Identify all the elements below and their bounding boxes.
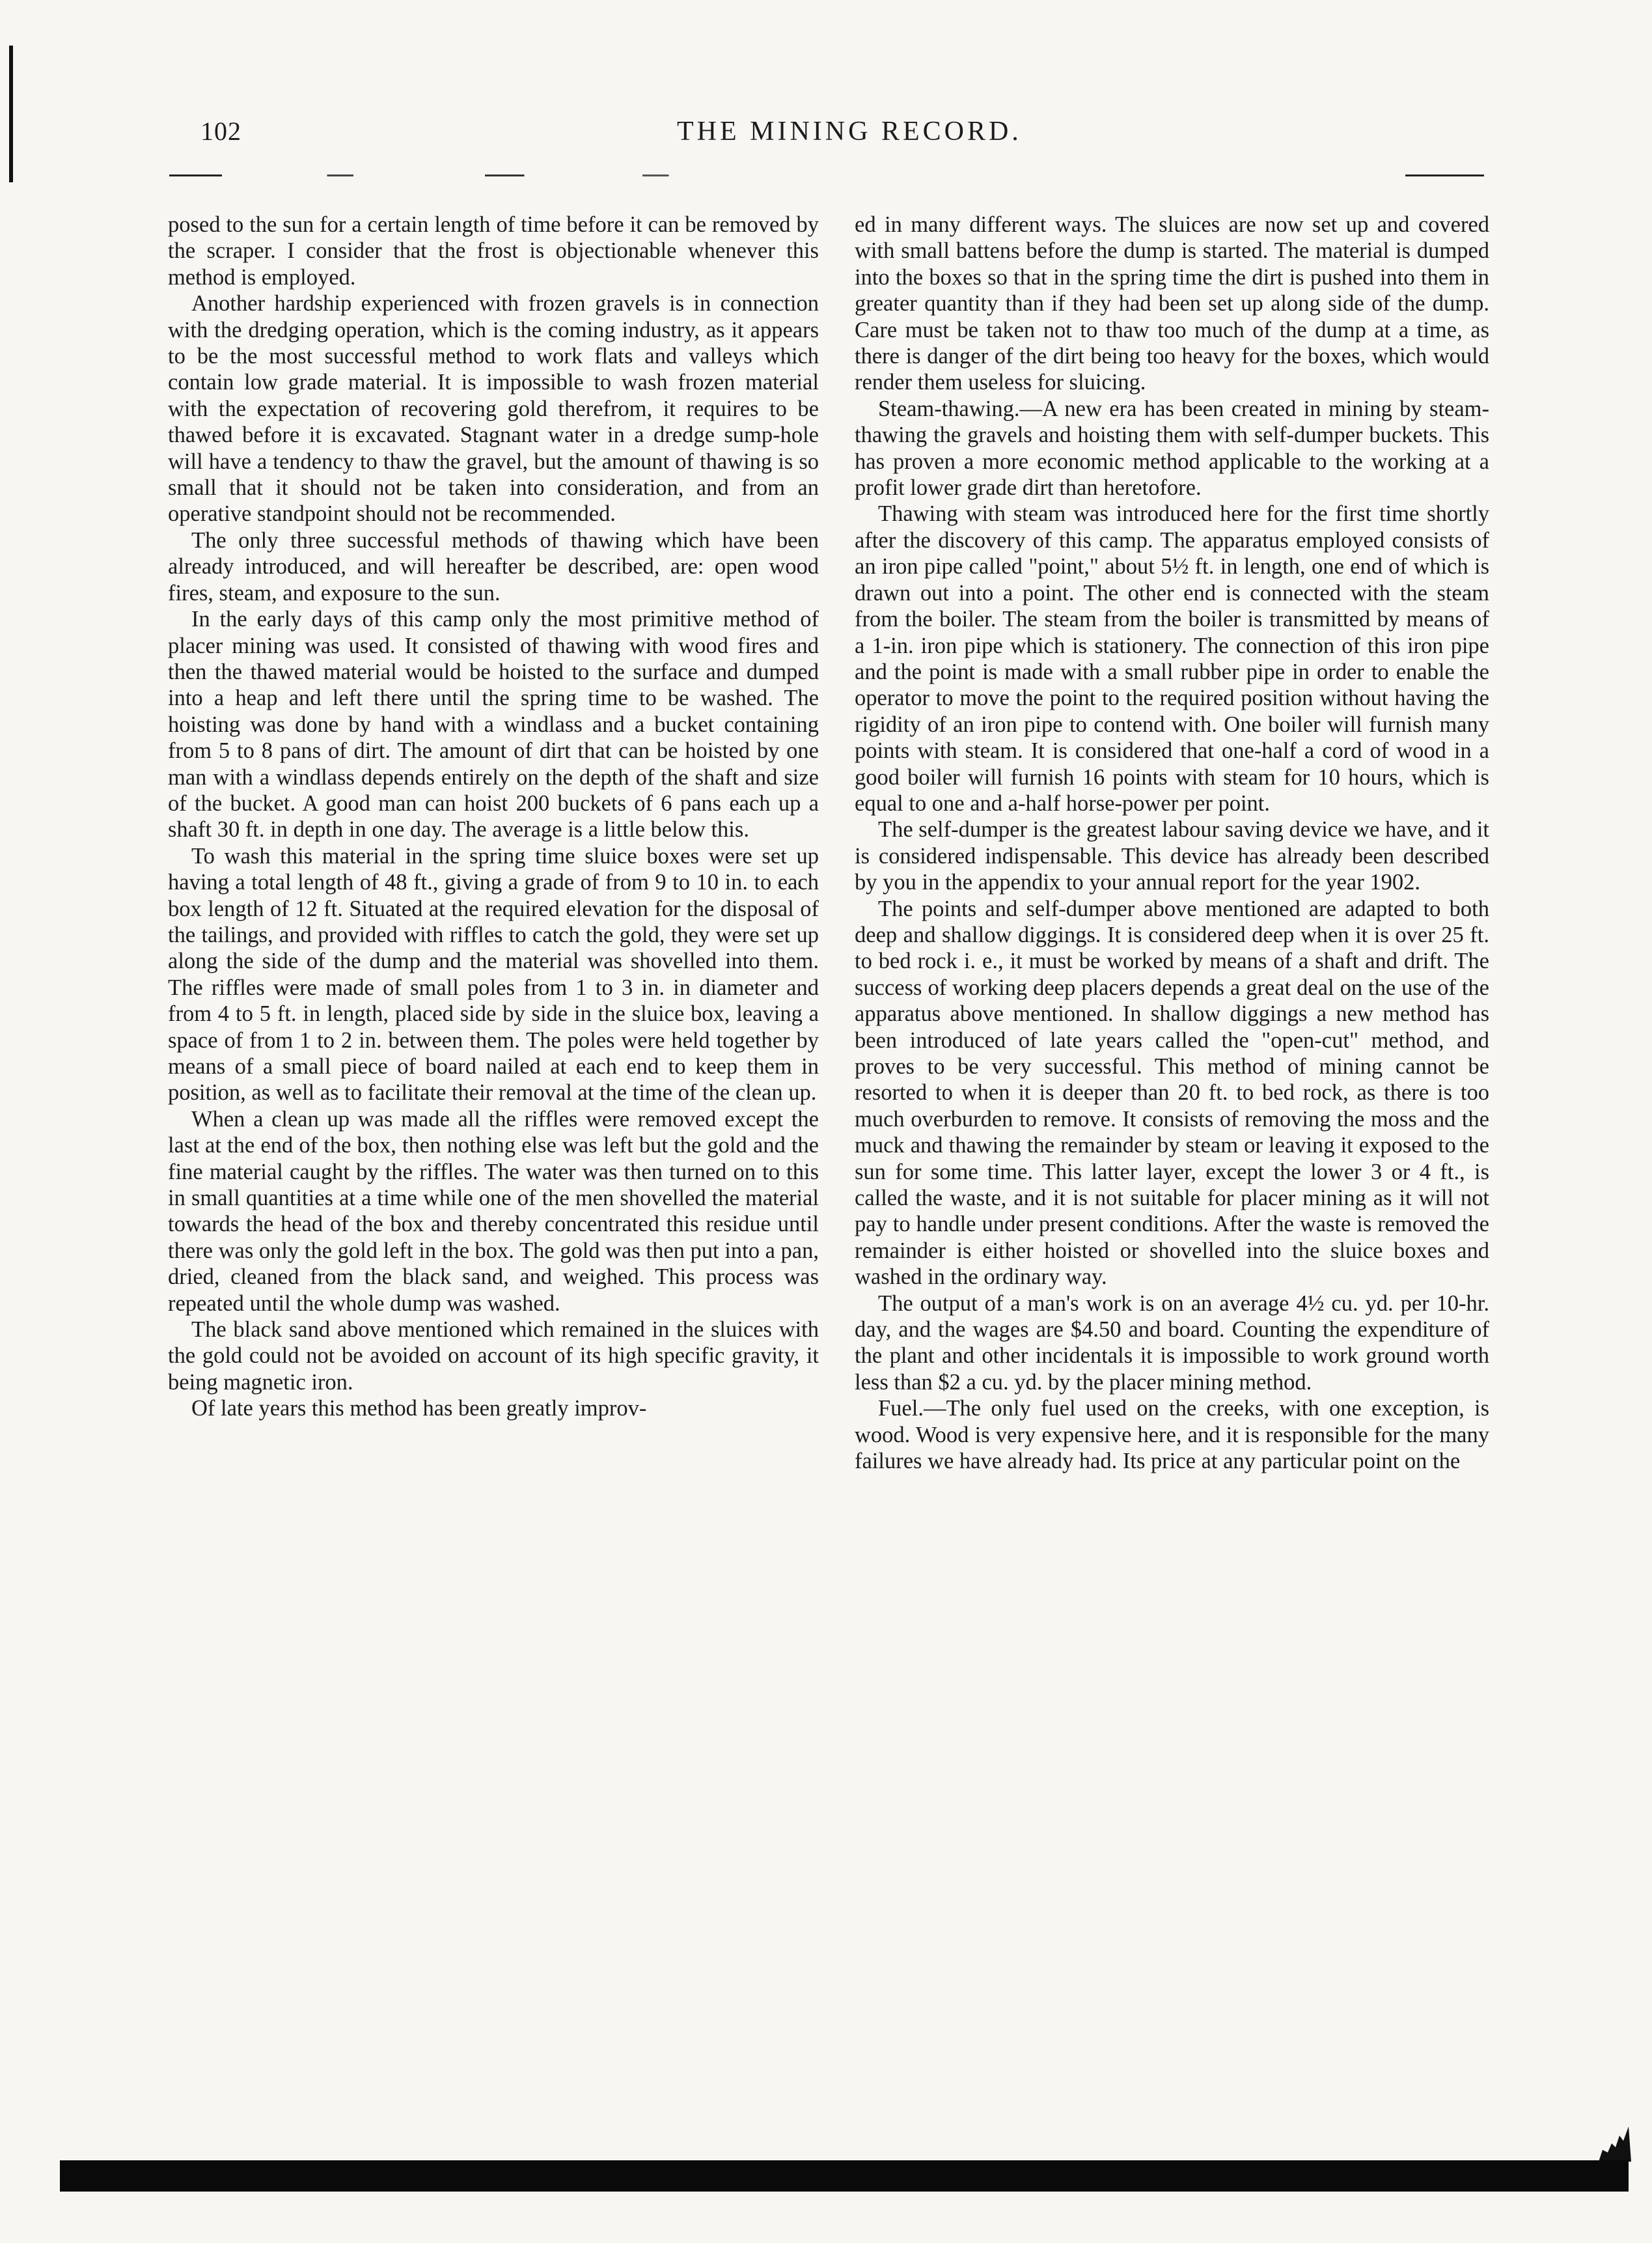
page-corner-mark — [1596, 2124, 1632, 2162]
paragraph: Of late years this method has been greatly improv- — [191, 1396, 647, 1421]
paragraph: The black sand above mentioned which remained in the sluices with the gold could not be avoided on account of its high specific gravity, it being magnetic iron. — [168, 1317, 819, 1395]
paragraph: The self-dumper is the greatest labour saving device we have, and it is considered indispensable. This device has already been described by you in the appendix to your annual report for the year 1902. — [855, 817, 1489, 895]
right-column — [855, 212, 1489, 1475]
paragraph: Steam-thawing.—A new era has been created in mining by steam-thawing the gravels and hoisting them with self-dumper buckets. This has proven a more economic method applicable to the working at a profit lower grade dirt than heretofore. — [855, 396, 1489, 501]
paragraph: To wash this material in the spring time sluice boxes were set up having a total length of 48 ft., giving a grade of from 9 to 10 in. to each box length of 12 ft. Situated at the required elevation for the disposal of the tailings, and provided with riffles to catch the gold, they were set up along the side of the dump and the material was shovelled into them. The riffles were made of small poles from 1 to 3 in. in diameter and from 4 to 5 ft. in length, placed side by side in the sluice box, leaving a space of from 1 to 2 in. between them. The poles were held together by means of a small piece of board nailed at each end to keep them in position, as well as to facilitate their removal at the time of the clean up. — [168, 843, 819, 1106]
paragraph: posed to the sun for a certain length of time before it can be removed by the scraper. I consider that the frost is objectionable whenever this method is employed. — [168, 212, 819, 290]
paragraph: Fuel.—The only fuel used on the creeks, with one exception, is wood. Wood is very expensive here, and it is responsible for the many failures we have already had. Its price at any particular point on the — [855, 1396, 1489, 1474]
paragraph: The points and self-dumper above mentioned are adapted to both deep and shallow diggings. It is considered deep when it is over 25 ft. to bed rock i. e., it must be worked by means of a shaft and drift. The success of working deep placers depends a great deal on the use of the apparatus above mentioned. In shallow diggings a new method has been introduced of late years called the "open-cut" method, and proves to be very successful. This method of mining cannot be resorted to when it is deeper than 20 ft. to bed rock, as there is too much overburden to remove. It consists of removing the moss and the muck and thawing the remainder by steam or leaving it exposed to the sun for some time. This latter layer, except the lower 3 or 4 ft., is called the waste, and it is not suitable for placer mining as it will not pay to handle under present conditions. After the waste is removed the remainder is either hoisted or shovelled into the sluice boxes and washed in the ordinary way. — [855, 896, 1489, 1290]
paragraph: Thawing with steam was introduced here for the first time shortly after the discovery of this camp. The apparatus employed consists of an iron pipe called "point," about 5½ ft. in length, one end of which is drawn out into a point. The other end is connected with the steam from the boiler. The steam from the boiler is transmitted by means of a 1-in. iron pipe which is stationery. The connection of this iron pipe and the point is made with a small rubber pipe in order to enable the operator to move the point to the required position without having the rigidity of an iron pipe to contend with. One boiler will furnish many points with steam. It is considered that one-half a cord of wood in a good boiler will furnish 16 points with steam for 10 hours, which is equal to one and a-half horse-power per point. — [855, 501, 1489, 816]
paragraph: The only three successful methods of thawing which have been already introduced, and will hereafter be described, are: open wood fires, steam, and exposure to the sun. — [168, 527, 819, 606]
paragraph: In the early days of this camp only the most primitive method of placer mining was used. It consisted of thawing with wood fires and then the thawed material would be hoisted to the surface and dumped into a heap and left there until the spring time to be washed. The hoisting was done by hand with a windlass and a bucket containing from 5 to 8 pans of dirt. The amount of dirt that can be hoisted by one man with a windlass depends entirely on the depth of the shaft and size of the bucket. A good man can hoist 200 buckets of 6 pans each up a shaft 30 ft. in depth in one day. The average is a little below this. — [168, 607, 819, 843]
page-number: 102 — [200, 117, 241, 146]
paragraph: When a clean up was made all the riffles were removed except the last at the end of the box, then nothing else was left but the gold and the fine material caught by the riffles. The water was then turned on to this in small quantities at a time while one of the men shovelled the material towards the head of the box and thereby concentrated this residue until there was only the gold left in the box. The gold was then put into a pan, dried, cleaned from the black sand, and weighed. This process was repeated until the whole dump was washed. — [168, 1106, 819, 1316]
running-title: THE MINING RECORD. — [677, 117, 1022, 146]
scan-edge-mark — [9, 46, 13, 182]
header-rule — [169, 174, 1484, 176]
left-column — [168, 212, 819, 1422]
scan-bottom-edge — [60, 2160, 1629, 2192]
paragraph: The output of a man's work is on an average 4½ cu. yd. per 10-hr. day, and the wages are $4.50 and board. Counting the expenditure of the plant and other incidentals it is impossible to work ground worth less than $2 a cu. yd. by the placer mining method. — [855, 1290, 1489, 1395]
paragraph: Another hardship experienced with frozen gravels is in connection with the dredging operation, which is the coming industry, as it appears to be the most successful method to work flats and valleys which contain low grade material. It is impossible to wash frozen material with the expectation of recovering gold therefrom, it requires to be thawed before it is excavated. Stagnant water in a dredge sump-hole will have a tendency to thaw the gravel, but the amount of thawing is so small that it should not be taken into consideration, and from an operative standpoint should not be recommended. — [168, 291, 819, 527]
paragraph: ed in many different ways. The sluices are now set up and covered with small battens before the dump is started. The material is dumped into the boxes so that in the spring time the dirt is pushed into them in greater quantity than if they had been set up along side of the dump. Care must be taken not to thaw too much of the dump at a time, as there is danger of the dirt being too heavy for the boxes, which would render them useless for sluicing. — [855, 212, 1489, 395]
